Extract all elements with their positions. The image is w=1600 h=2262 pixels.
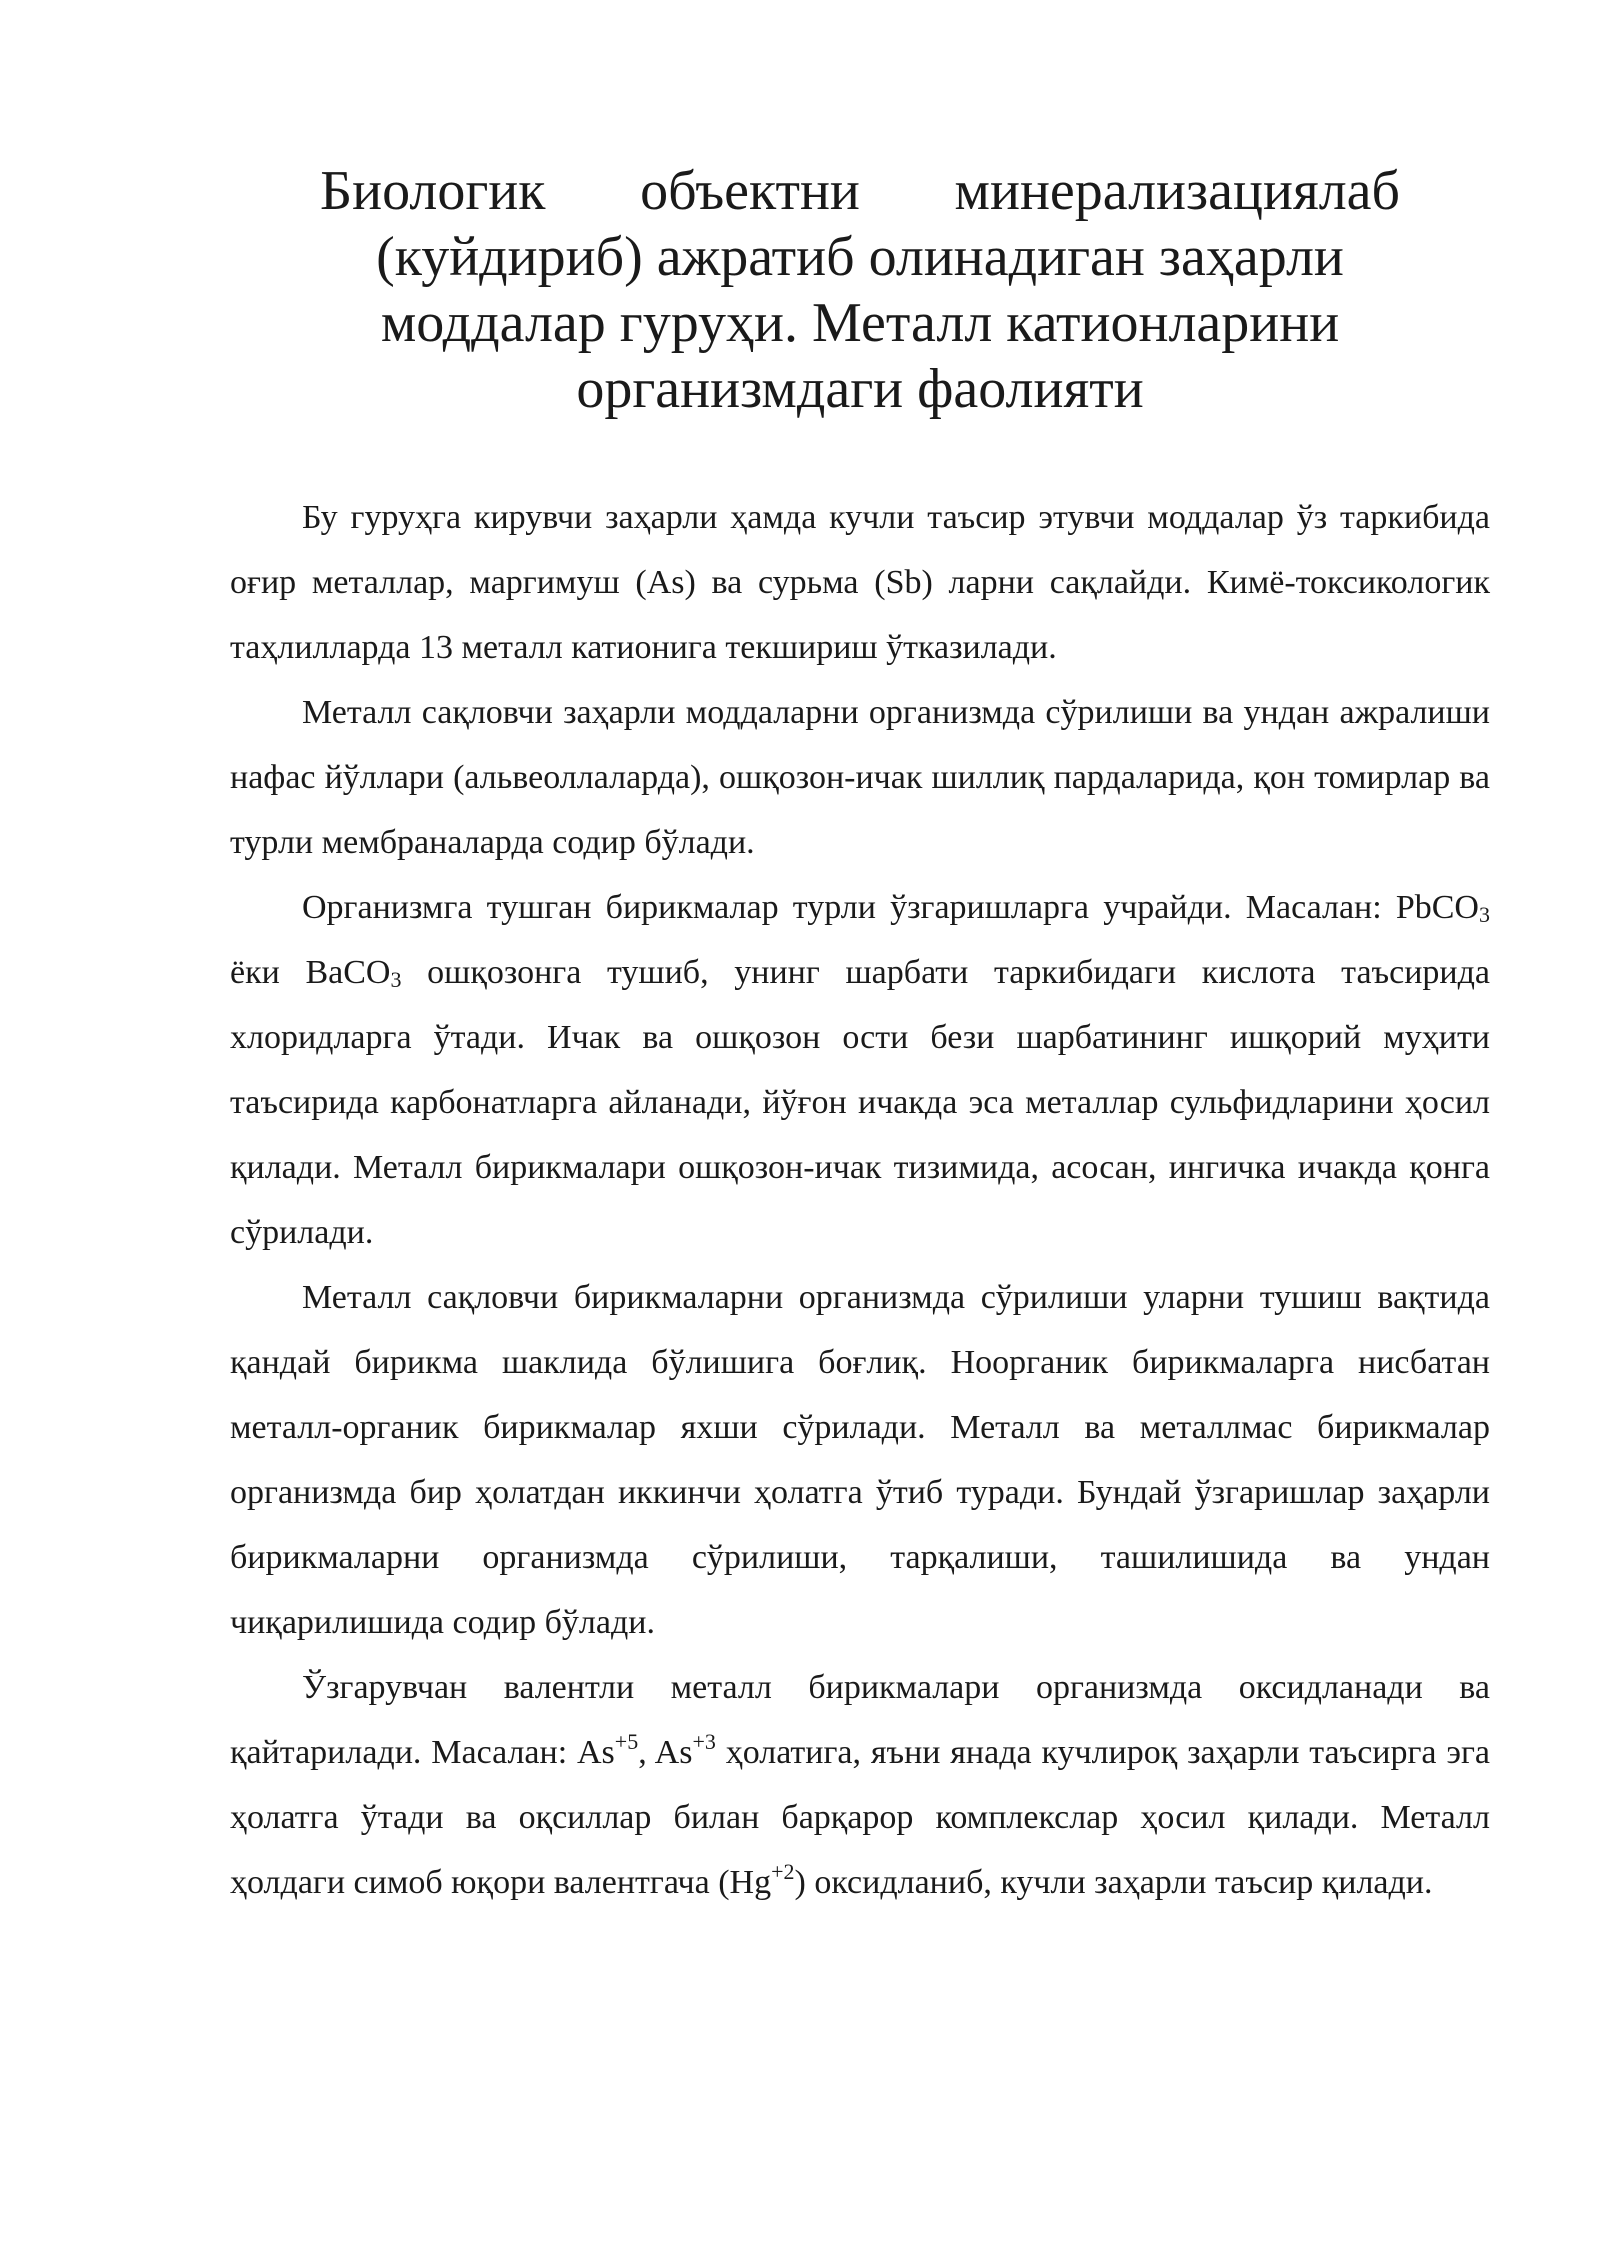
paragraph-3: [230, 875, 1490, 1265]
subscript: 3: [1479, 902, 1490, 927]
text-run: ) оксидланиб, кучли заҳарли таъсир қилади.: [794, 1864, 1433, 1901]
superscript: +3: [692, 1729, 716, 1754]
superscript: +2: [771, 1859, 795, 1884]
paragraph-2: Металл сақловчи заҳарли моддаларни организмда сўрилиши ва ундан ажралиши нафас йўллари (альвеоллаларда), ошқозон-ичак шиллиқ пардаларида, қон томирлар ва турли мембраналарда содир бўлади.: [230, 694, 1490, 861]
document-title: [320, 158, 1400, 422]
document-body: [230, 485, 1490, 1915]
paragraph-4: Металл сақловчи бирикмаларни организмда сўрилиши уларни тушиш вақтида қандай бирикма шаклида бўлишига боғлиқ. Ноорганик бирикмаларга нисбатан металл-органик бирикмалар яхши сўрилади. Металл ва металлмас бирикмалар организмда бир ҳолатдан иккинчи ҳолатга ўтиб туради. Бундай ўзгаришлар заҳарли бирикмаларни организмда сўрилиши, тарқалиши, ташилишида ва ундан чиқарилишида содир бўлади.: [230, 1279, 1490, 1641]
paragraph-5: [230, 1655, 1490, 1915]
title-line: организмдаги фаолияти: [576, 358, 1144, 420]
title-line: Биологик объектни минерализациялаб: [320, 160, 1400, 222]
title-line: (куйдириб) ажратиб олинадиган заҳарли: [376, 226, 1344, 288]
text-run: Организмга тушган бирикмалар турли ўзгаришларга учрайди. Масалан: PbCO: [302, 889, 1479, 926]
text-run: , As: [638, 1734, 693, 1771]
superscript: +5: [614, 1729, 639, 1754]
text-run: ҳолатига, яъни янада кучлироқ заҳарли таъсирга эга ҳолатга ўтади ва оқсиллар билан барқарор комплекслар ҳосил қилади. Металл ҳолдаги симоб юқори валентгача (Hg: [230, 1734, 1490, 1901]
subscript: 3: [390, 967, 402, 992]
title-line: моддалар гуруҳи. Металл катионларини: [380, 292, 1340, 354]
text-run: Ўзгарувчан валентли металл бирикмалари организмда оксидланади ва қайтарилади. Масалан: As: [230, 1669, 1490, 1771]
text-run: ёки BaCO: [230, 954, 391, 991]
text-run: ошқозонга тушиб, унинг шарбати таркибидаги кислота таъсирида хлоридларга ўтади. Ичак ва ошқозон ости бези шарбатининг ишқорий муҳити таъсирида карбонатларга айланади, йўғон ичакда эса металлар сульфидларини ҳосил қилади. Металл бирикмалари ошқозон-ичак тизимида, асосан, ингичка ичакда қонга сўрилади.: [230, 954, 1490, 1251]
paragraph-1: Бу гуруҳга кирувчи заҳарли ҳамда кучли таъсир этувчи моддалар ўз таркибида оғир металлар, маргимуш (As) ва сурьма (Sb) ларни сақлайди. Кимё-токсикологик таҳлилларда 13 металл катионига текшириш ўтказилади.: [230, 499, 1490, 666]
